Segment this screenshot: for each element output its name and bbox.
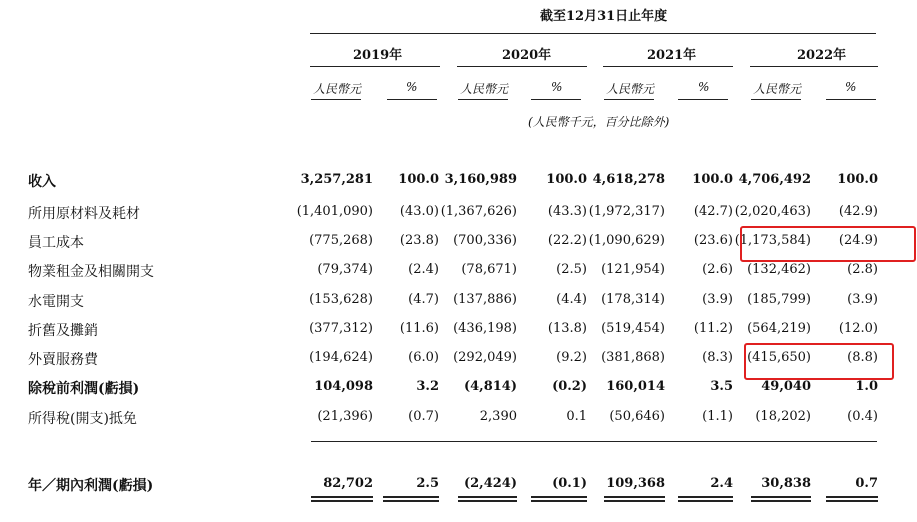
table-cell: (436,198) xyxy=(453,321,517,336)
total-cell: 0.7 xyxy=(855,476,878,491)
total-double-underline xyxy=(531,496,587,502)
year-rule-2022 xyxy=(750,66,878,67)
unit-label: 人民幣元 xyxy=(460,82,509,96)
unit-rule xyxy=(678,99,728,100)
table-cell: (3.9) xyxy=(702,292,733,307)
total-double-underline xyxy=(458,496,517,502)
year-2019: 2019年 xyxy=(353,48,403,63)
table-cell: 3,160,989 xyxy=(444,172,517,187)
table-cell: (775,268) xyxy=(309,233,373,248)
table-cell: 49,040 xyxy=(761,379,811,394)
row-label: 除稅前利潤(虧損) xyxy=(28,381,140,397)
table-cell: 1.0 xyxy=(855,379,878,394)
total-cell: 30,838 xyxy=(761,476,811,491)
table-cell: (4.7) xyxy=(408,292,439,307)
row-label: 折舊及攤銷 xyxy=(28,323,98,339)
table-cell: (0.2) xyxy=(552,379,587,394)
table-cell: (0.7) xyxy=(408,409,439,424)
row-label: 所用原材料及耗材 xyxy=(28,206,140,222)
highlight-box-staff-cost xyxy=(740,226,916,262)
table-cell: (185,799) xyxy=(747,292,811,307)
unit-rule xyxy=(458,99,508,100)
table-cell: 100.0 xyxy=(398,172,439,187)
unit-rule xyxy=(531,99,581,100)
table-cell: (564,219) xyxy=(747,321,811,336)
row-label: 收入 xyxy=(28,174,56,190)
table-cell: (2.5) xyxy=(556,262,587,277)
table-cell: (132,462) xyxy=(747,262,811,277)
total-cell: 2.5 xyxy=(416,476,439,491)
table-cell: (194,624) xyxy=(309,350,373,365)
year-rule-2019 xyxy=(310,66,440,67)
table-cell: (4.4) xyxy=(556,292,587,307)
year-2020: 2020年 xyxy=(502,48,552,63)
table-cell: (1,090,629) xyxy=(588,233,665,248)
year-rule-2020 xyxy=(457,66,587,67)
total-cell: (0.1) xyxy=(552,476,587,491)
total-double-underline xyxy=(311,496,373,502)
table-cell: 100.0 xyxy=(837,172,878,187)
table-cell: (381,868) xyxy=(601,350,665,365)
table-cell: (43.3) xyxy=(547,204,587,219)
table-cell: (79,374) xyxy=(317,262,373,277)
period-header: 截至12月31日止年度 xyxy=(540,9,668,24)
table-cell: (1,367,626) xyxy=(440,204,517,219)
table-cell: (1,972,317) xyxy=(588,204,665,219)
total-cell: 109,368 xyxy=(606,476,665,491)
total-double-underline xyxy=(826,496,878,502)
table-cell: (78,671) xyxy=(461,262,517,277)
row-label: 外賣服務費 xyxy=(28,352,98,368)
table-cell: 100.0 xyxy=(692,172,733,187)
total-cell: 82,702 xyxy=(323,476,373,491)
table-cell: (50,646) xyxy=(609,409,665,424)
unit-rule xyxy=(311,99,361,100)
table-cell: (42.7) xyxy=(693,204,733,219)
total-double-underline xyxy=(751,496,811,502)
total-double-underline xyxy=(678,496,733,502)
unit-rule xyxy=(826,99,876,100)
unit-rule xyxy=(387,99,437,100)
table-cell: (415,650) xyxy=(747,350,811,365)
table-cell: (12.0) xyxy=(838,321,878,336)
unit-note: (人民幣千元，百分比除外) xyxy=(528,115,670,129)
header-rule xyxy=(310,33,876,34)
row-label: 水電開支 xyxy=(28,294,84,310)
table-cell: (42.9) xyxy=(838,204,878,219)
table-cell: (43.0) xyxy=(399,204,439,219)
highlight-box-delivery-fee xyxy=(744,343,894,380)
row-label: 員工成本 xyxy=(28,235,84,251)
table-cell: 3,257,281 xyxy=(300,172,373,187)
unit-rule xyxy=(604,99,654,100)
unit-label: % xyxy=(406,80,418,94)
total-double-underline xyxy=(383,496,439,502)
table-cell: (377,312) xyxy=(309,321,373,336)
unit-label: % xyxy=(698,80,710,94)
unit-label: % xyxy=(551,80,563,94)
table-cell: (2.6) xyxy=(702,262,733,277)
year-2021: 2021年 xyxy=(647,48,697,63)
unit-label: 人民幣元 xyxy=(606,82,655,96)
table-cell: 0.1 xyxy=(566,409,587,424)
row-label: 所得稅(開支)抵免 xyxy=(28,411,137,427)
table-cell: (11.2) xyxy=(693,321,733,336)
table-cell: (21,396) xyxy=(317,409,373,424)
unit-rule xyxy=(751,99,801,100)
total-cell: (2,424) xyxy=(463,476,517,491)
table-cell: (519,454) xyxy=(601,321,665,336)
table-cell: (23.6) xyxy=(693,233,733,248)
table-cell: (2.4) xyxy=(408,262,439,277)
table-cell: (24.9) xyxy=(838,233,878,248)
total-rule xyxy=(311,441,877,442)
unit-label: 人民幣元 xyxy=(753,82,802,96)
table-cell: 3.2 xyxy=(416,379,439,394)
unit-label: 人民幣元 xyxy=(313,82,362,96)
table-cell: (121,954) xyxy=(601,262,665,277)
year-rule-2021 xyxy=(603,66,733,67)
table-cell: (6.0) xyxy=(408,350,439,365)
table-cell: (2.8) xyxy=(847,262,878,277)
year-2022: 2022年 xyxy=(797,48,847,63)
table-cell: 3.5 xyxy=(710,379,733,394)
table-cell: (137,886) xyxy=(453,292,517,307)
table-cell: (3.9) xyxy=(847,292,878,307)
table-cell: (2,020,463) xyxy=(734,204,811,219)
table-cell: (23.8) xyxy=(399,233,439,248)
total-cell: 2.4 xyxy=(710,476,733,491)
table-cell: (178,314) xyxy=(601,292,665,307)
table-cell: (1,173,584) xyxy=(734,233,811,248)
table-cell: (13.8) xyxy=(547,321,587,336)
table-cell: 4,706,492 xyxy=(738,172,811,187)
table-cell: 2,390 xyxy=(479,409,517,424)
row-label: 物業租金及相關開支 xyxy=(28,264,154,280)
table-cell: (8.8) xyxy=(847,350,878,365)
table-cell: (0.4) xyxy=(847,409,878,424)
table-cell: (4,814) xyxy=(463,379,517,394)
table-cell: 4,618,278 xyxy=(592,172,665,187)
total-double-underline xyxy=(604,496,665,502)
table-cell: (22.2) xyxy=(547,233,587,248)
table-cell: 160,014 xyxy=(606,379,665,394)
unit-label: % xyxy=(845,80,857,94)
table-cell: (1,401,090) xyxy=(296,204,373,219)
table-cell: 100.0 xyxy=(546,172,587,187)
table-cell: 104,098 xyxy=(314,379,373,394)
table-cell: (292,049) xyxy=(453,350,517,365)
table-cell: (153,628) xyxy=(309,292,373,307)
table-cell: (700,336) xyxy=(453,233,517,248)
table-cell: (11.6) xyxy=(399,321,439,336)
table-cell: (9.2) xyxy=(556,350,587,365)
table-cell: (18,202) xyxy=(755,409,811,424)
table-cell: (8.3) xyxy=(702,350,733,365)
total-row-label: 年／期內利潤(虧損) xyxy=(28,478,154,494)
table-cell: (1.1) xyxy=(702,409,733,424)
